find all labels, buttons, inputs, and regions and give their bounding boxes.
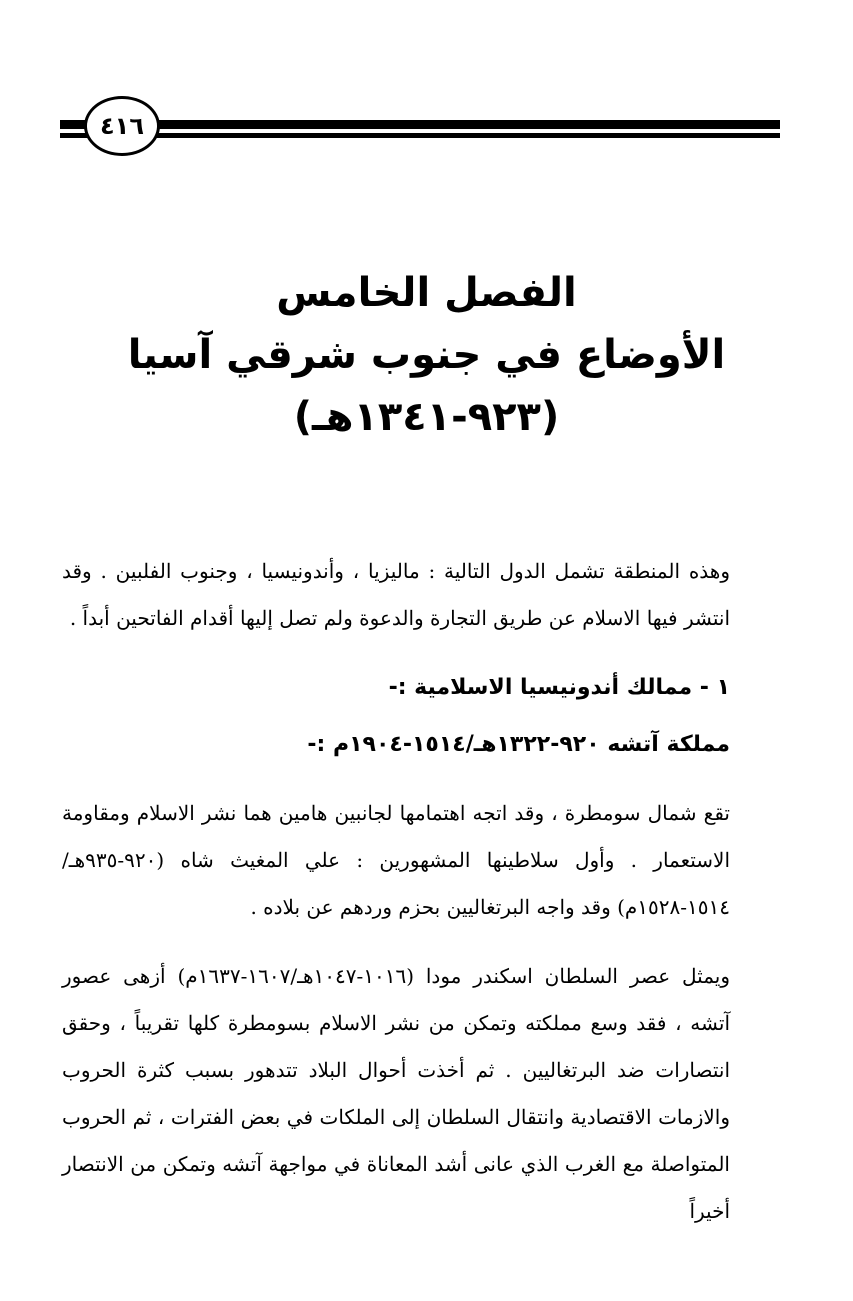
chapter-title-line-3: (٩٢٣-١٣٤١هـ) bbox=[293, 394, 560, 440]
page-header bbox=[60, 96, 780, 156]
body-paragraph-2: ويمثل عصر السلطان اسكندر مودا (١٠١٦-١٠٤٧هـ/١٦٠٧-١٦٣٧م) أزهى عصور آتشه ، فقد وسع مملكته وتمكن من نشر الاسلام بسومطرة كلها تقريباً ، وحقق انتصارات ضد البرتغاليين . ثم أخذت أحوال البلاد تتدهور بسبب كثرة الحروب والازمات الاقتصادية وانتقال السلطان إلى الملكات في بعض الفترات ، ثم الحروب المتواصلة مع الغرب الذي عانى أشد المعاناة في مواجهة آتشه وتمكن من الانتصار أخيراً bbox=[62, 964, 731, 1223]
chapter-title bbox=[0, 262, 853, 448]
body-paragraph-1: تقع شمال سومطرة ، وقد اتجه اهتمامها لجانبين هامين هما نشر الاسلام ومقاومة الاستعمار . وأول سلاطينها المشهورين : علي المغيث شاه (٩٢٠-٩٣٥هـ/١٥١٤-١٥٢٨م) وقد واجه البرتغاليين بحزم وردهم عن بلاده . bbox=[62, 801, 730, 919]
chapter-title-line-2: الأوضاع في جنوب شرقي آسيا bbox=[127, 332, 726, 378]
chapter-title-line-1: الفصل الخامس bbox=[276, 270, 577, 316]
header-rule-thin bbox=[150, 133, 780, 138]
section-heading: ١ - ممالك أندونيسيا الاسلامية :- bbox=[388, 675, 730, 700]
subsection-heading: مملكة آتشه ٩٢٠-١٣٢٢هـ/١٥١٤-١٩٠٤م :- bbox=[307, 732, 730, 757]
intro-paragraph: وهذه المنطقة تشمل الدول التالية : ماليزيا ، وأندونيسيا ، وجنوب الفلبين . وقد انتشر فيها الاسلام عن طريق التجارة والدعوة ولم تصل إليها أقدام الفاتحين أبداً . bbox=[62, 559, 730, 630]
header-rule-thick bbox=[150, 120, 780, 129]
page-number: ٤١٦ bbox=[84, 96, 160, 156]
page-body bbox=[62, 548, 730, 1235]
